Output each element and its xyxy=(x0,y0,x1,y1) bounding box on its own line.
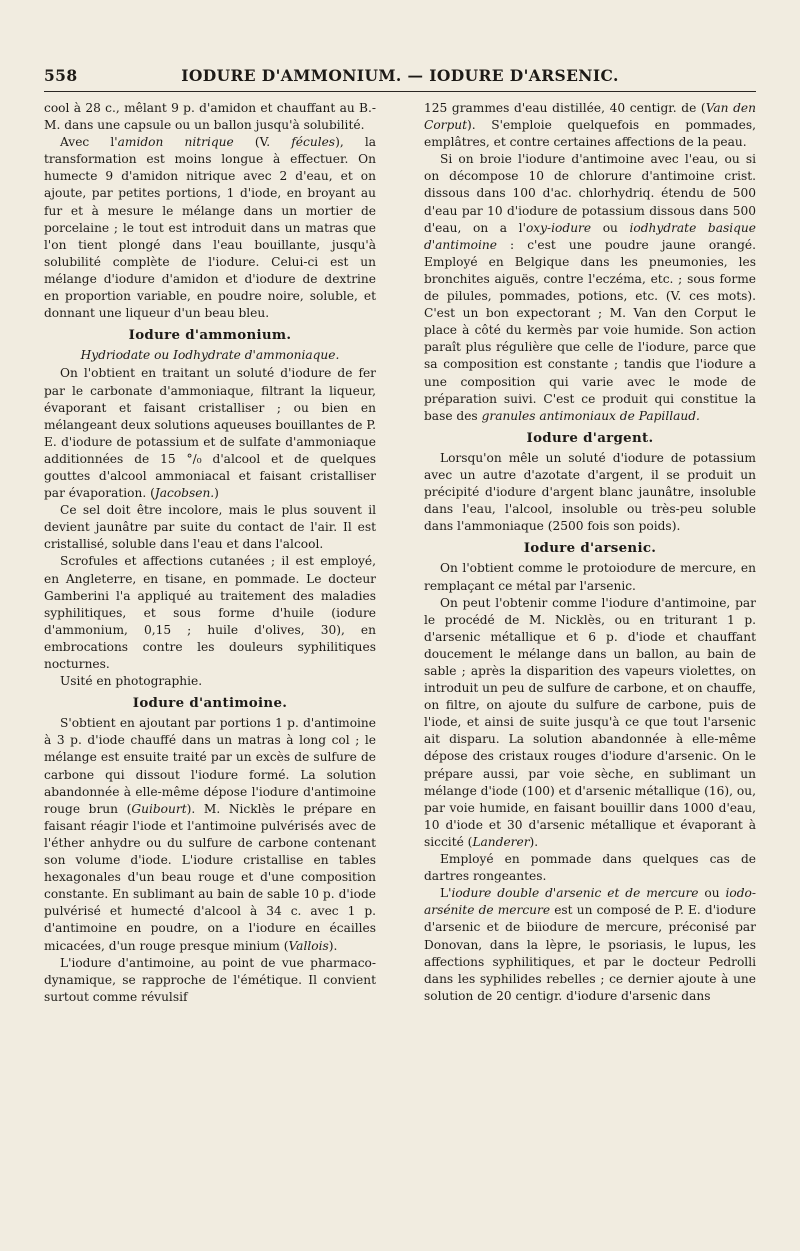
paragraph: Employé en pommade dans quelques cas de dartres rongeantes. xyxy=(424,852,756,884)
section-heading-ammonium: Iodure d'ammonium. xyxy=(128,327,292,344)
paragraph: Si on broie l'iodure d'antimoine avec l'eau, ou si on décompose 10 de chlorure d'antimoine crist. dissous dans 100 d'ac. chlorhydriq. étendu de 500 d'eau par 10 d'iodure de potassium dissous dans 500 d'eau, on a l'oxy-iodure ou iodhydrate basique d'antimoine : c'est une poudre jaune orangé. Employé en Belgique dans les pneumonies, les bronchites aiguës, contre l'eczéma, etc. ; sous forme de pilules, pommades, potions, etc. (V. ces mots). C'est un bon expectorant ; M. Van den Corput le place à côté du kermès par voie humide. Son action paraît plus régulière que celle de l'iodure, parce que sa composition est constante ; tandis que l'iodure a une composition qui varie avec le mode de préparation suivi. C'est ce produit qui constitue la base des granules antimoniaux de Papillaud. xyxy=(424,152,756,423)
paragraph: Scrofules et affections cutanées ; il est employé, en Angleterre, en tisane, en pommade. Le docteur Gamberini l'a appliqué au traitement des maladies syphilitiques, et sous forme d'huile (iodure d'ammonium, 0,15 ; huile d'olives, 30), en embrocations contre les douleurs syphilitiques nocturnes. xyxy=(44,554,376,671)
paragraph: L'iodure d'antimoine, au point de vue pharmaco-dynamique, se rapproche de l'émétique. Il convient surtout comme révulsif xyxy=(44,955,376,1004)
section-heading-antimoine: Iodure d'antimoine. xyxy=(132,695,288,712)
section-heading-argent: Iodure d'argent. xyxy=(526,429,654,446)
paragraph: 125 grammes d'eau distillée, 40 centigr. de (Van den Corput). S'emploie quelquefois en pommades, emplâtres, et contre certaines affections de la peau. xyxy=(424,101,756,150)
paragraph: Avec l'amidon nitrique (V. fécules), la transformation est moins longue à effectuer. On humecte 9 d'amidon nitrique avec 2 d'eau, et on ajoute, par petites portions, 1 d'iode, en broyant au fur et à mesure le mélange dans un mortier de porcelaine ; le tout est introduit dans un matras que l'on tient plongé dans l'eau bouillante, jusqu'à solubilité complète de l'iodure. Celui-ci est un mélange d'iodure d'amidon et d'iodure de dextrine en proportion variable, en poudre noire, soluble, et donnant une liqueur d'un beau bleu. xyxy=(44,135,376,321)
paragraph: Ce sel doit être incolore, mais le plus souvent il devient jaunâtre par suite du contact de l'air. Il est cristallisé, soluble dans l'eau et dans l'alcool. xyxy=(44,503,376,552)
synonym-line: Hydriodate ou Iodhydrate d'ammoniaque. xyxy=(80,348,340,363)
left-column xyxy=(44,100,376,1006)
page-number: 558 xyxy=(44,66,78,85)
paragraph: On l'obtient en traitant un soluté d'iodure de fer par le carbonate d'ammoniaque, filtrant la liqueur, évaporant et faisant cristalliser ; ou bien en mélangeant deux solutions aqueuses bouillantes de P. E. d'iodure de potassium et de sulfate d'ammoniaque additionnées de 15 °/₀ d'alcool et de quelques gouttes d'alcool ammoniacal et faisant cristalliser par évaporation. (Jacobsen.) xyxy=(44,366,376,501)
section-heading-arsenic: Iodure d'arsenic. xyxy=(523,540,657,557)
paragraph: cool à 28 c., mêlant 9 p. d'amidon et chauffant au B.-M. dans une capsule ou un ballon jusqu'à solubilité. xyxy=(44,101,376,133)
paragraph: L'iodure double d'arsenic et de mercure ou iodo-arsénite de mercure est un composé de P. E. d'iodure d'arsenic et de biiodure de mercure, préconisé par Donovan, dans la lèpre, le psoriasis, le lupus, les affections syphilitiques, et par le docteur Pedrolli dans les syphilides rebelles ; ce dernier ajoute à une solution de 20 centigr. d'iodure d'arsenic dans xyxy=(424,886,756,1003)
paragraph: S'obtient en ajoutant par portions 1 p. d'antimoine à 3 p. d'iode chauffé dans un matras à long col ; le mélange est ensuite traité par un excès de sulfure de carbone qui dissout l'iodure formé. La solution abandonnée à elle-même dépose l'iodure d'antimoine rouge brun (Guibourt). M. Nicklès le prépare en faisant réagir l'iode et l'antimoine pulvérisés avec de l'éther anhydre ou du sulfure de carbone contenant son volume d'iode. L'iodure cristallise en tables hexagonales d'un beau rouge et d'une composition constante. En sublimant au bain de sable 10 p. d'iode pulvérisé et humecté d'alcool à 34 c. avec 1 p. d'antimoine en poudre, on a l'iodure en écailles micacées, d'un rouge presque minium (Vallois). xyxy=(44,716,377,953)
paragraph: Usité en photographie. xyxy=(60,674,203,689)
running-title: IODURE D'AMMONIUM. — IODURE D'ARSENIC. xyxy=(181,66,619,85)
page-header xyxy=(44,66,756,88)
right-column xyxy=(424,100,756,1005)
paragraph: On peut l'obtenir comme l'iodure d'antimoine, par le procédé de M. Nicklès, ou en triturant 1 p. d'arsenic métallique et 6 p. d'iode et chauffant doucement le mélange dans un ballon, au bain de sable ; après la disparition des vapeurs violettes, on introduit un peu de sulfure de carbone, et on chauffe, on filtre, on ajoute du sulfure de carbone, puis de l'iode, et ainsi de suite jusqu'à ce que tout l'arsenic ait disparu. La solution abandonnée à elle-même dépose des cristaux rouges d'iodure d'arsenic. On le prépare aussi, par voie sèche, en sublimant un mélange d'iode (100) et d'arsenic métallique (16), ou, par voie humide, en faisant bouillir dans 1000 d'eau, 10 d'iode et 30 d'arsenic métallique et évaporant à siccité (Landerer). xyxy=(424,595,756,849)
paragraph: On l'obtient comme le protoiodure de mercure, en remplaçant ce métal par l'arsenic. xyxy=(424,561,756,593)
header-rule xyxy=(44,91,756,92)
paragraph: Lorsqu'on mêle un soluté d'iodure de potassium avec un autre d'azotate d'argent, il se produit un précipité d'iodure d'argent blanc jaunâtre, insoluble dans l'eau, l'alcool, insoluble ou très-peu soluble dans l'ammoniaque (2500 fois son poids). xyxy=(424,450,756,534)
